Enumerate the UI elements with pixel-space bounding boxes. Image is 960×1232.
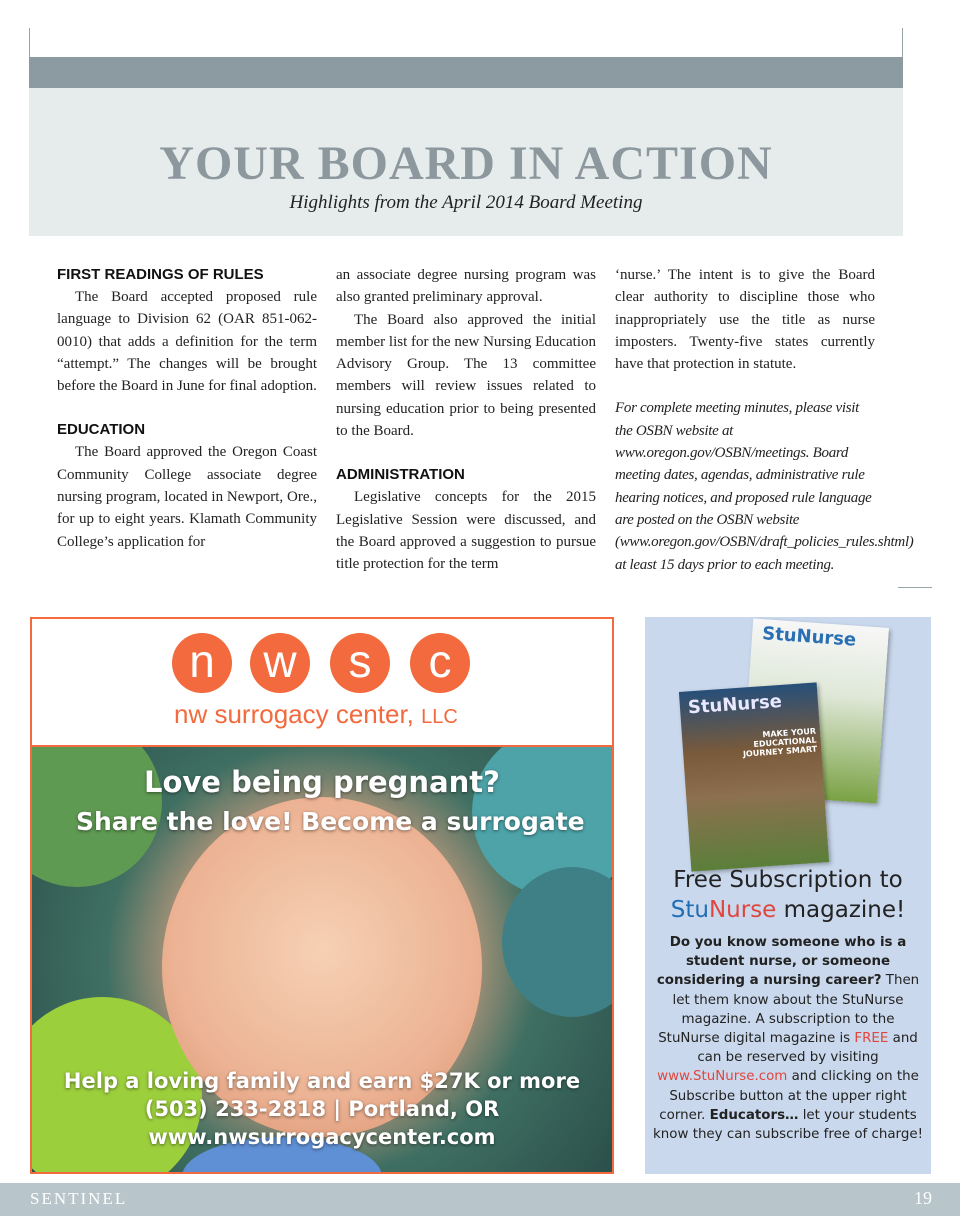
paragraph: an associate degree nursing program was also granted preliminary approval.: [336, 267, 596, 306]
surrogacy-ad[interactable]: [30, 617, 614, 1174]
column-1: [57, 264, 317, 553]
ad-url[interactable]: www.nwsurrogacycenter.com: [148, 1125, 496, 1149]
column-3: [615, 264, 914, 576]
section-heading: ADMINISTRATION: [336, 466, 465, 484]
article-title: YOUR BOARD IN ACTION: [159, 137, 773, 190]
nwsc-logo: [32, 619, 612, 747]
magazine-cover-text: MAKE YOUR EDUCATIONAL JOURNEY SMART: [742, 726, 818, 759]
page-footer: [0, 1183, 960, 1216]
ball: [502, 867, 612, 1017]
column-2: [336, 264, 596, 576]
ad-headline: Love being pregnant?: [144, 765, 500, 799]
stunurse-body: Do you know someone who is a student nurse, or someone considering a nursing career? Then let them know about the StuNurse magazine. A subscription to the StuNurse digital magazine is FREE and can be reserved by visiting www.StuNurse.com and clicking on the Subscribe button at the upper right corner. Educators… let your students know they can subscribe free of charge!: [653, 935, 923, 1143]
logo-letter: c: [410, 633, 470, 693]
header-bar: [29, 57, 903, 88]
logo-wordmark: nw surrogacy center, LLC: [174, 699, 458, 729]
magazine-cover-front: [679, 682, 829, 871]
logo-letter: w: [250, 633, 310, 693]
ad-line-1: Help a loving family and earn $27K or more: [63, 1069, 581, 1093]
meeting-note: For complete meeting minutes, please visit the OSBN website at www.oregon.gov/OSBN/meetings. Board meeting dates, agendas, administrative rule hearing notices, and proposed rule language are posted on the OSBN website (www.oregon.gov/OSBN/draft_policies_rules.shtml) at least 15 days prior to each meeting.: [615, 400, 914, 573]
divider: [898, 587, 932, 588]
publication-name: SENTINEL: [30, 1189, 128, 1208]
logo-letter: n: [172, 633, 232, 693]
section-heading: FIRST READINGS OF RULES: [57, 266, 264, 283]
baby-photo: [32, 747, 612, 1172]
section-heading: EDUCATION: [57, 421, 146, 439]
paragraph: The Board approved the Oregon Coast Community College associate degree nursing program, located in Newport, Ore., for up to eight years. Klamath Community College’s application for: [57, 444, 317, 550]
paragraph: The Board also approved the initial member list for the new Nursing Education Advisory Group. The 13 committee members will review issues related to nursing education prior to being presented to the Board.: [336, 311, 596, 440]
stunurse-ad[interactable]: [645, 617, 931, 1174]
paragraph: Legislative concepts for the 2015 Legislative Session were discussed, and the Board approved a suggestion to pursue title protection for the term: [336, 489, 596, 573]
logo-letter: s: [330, 633, 390, 693]
article-body: [29, 236, 914, 588]
ad-phone: (503) 233-2818 | Portland, OR: [144, 1097, 500, 1121]
stunurse-heading: Free Subscription to StuNurse magazine!: [670, 867, 906, 923]
stunurse-link[interactable]: www.StuNurse.com: [657, 1069, 788, 1085]
article-subtitle: Highlights from the April 2014 Board Meeting: [289, 192, 643, 213]
paragraph: ‘nurse.’ The intent is to give the Board clear authority to discipline those who inappropriately use the title as nurse imposters. Twenty-five states currently have that protection in statute.: [615, 267, 875, 373]
paragraph: The Board accepted proposed rule language to Division 62 (OAR 851-062-0010) that adds a definition for the term “attempt.” The changes will be brought before the Board in June for final adoption.: [57, 289, 317, 395]
magazine-logo: StuNurse: [761, 623, 857, 651]
article-header: [29, 88, 903, 237]
page-number: 19: [914, 1188, 932, 1208]
ad-subhead: Share the love! Become a surrogate: [76, 807, 585, 836]
magazine-logo: StuNurse: [687, 690, 783, 719]
